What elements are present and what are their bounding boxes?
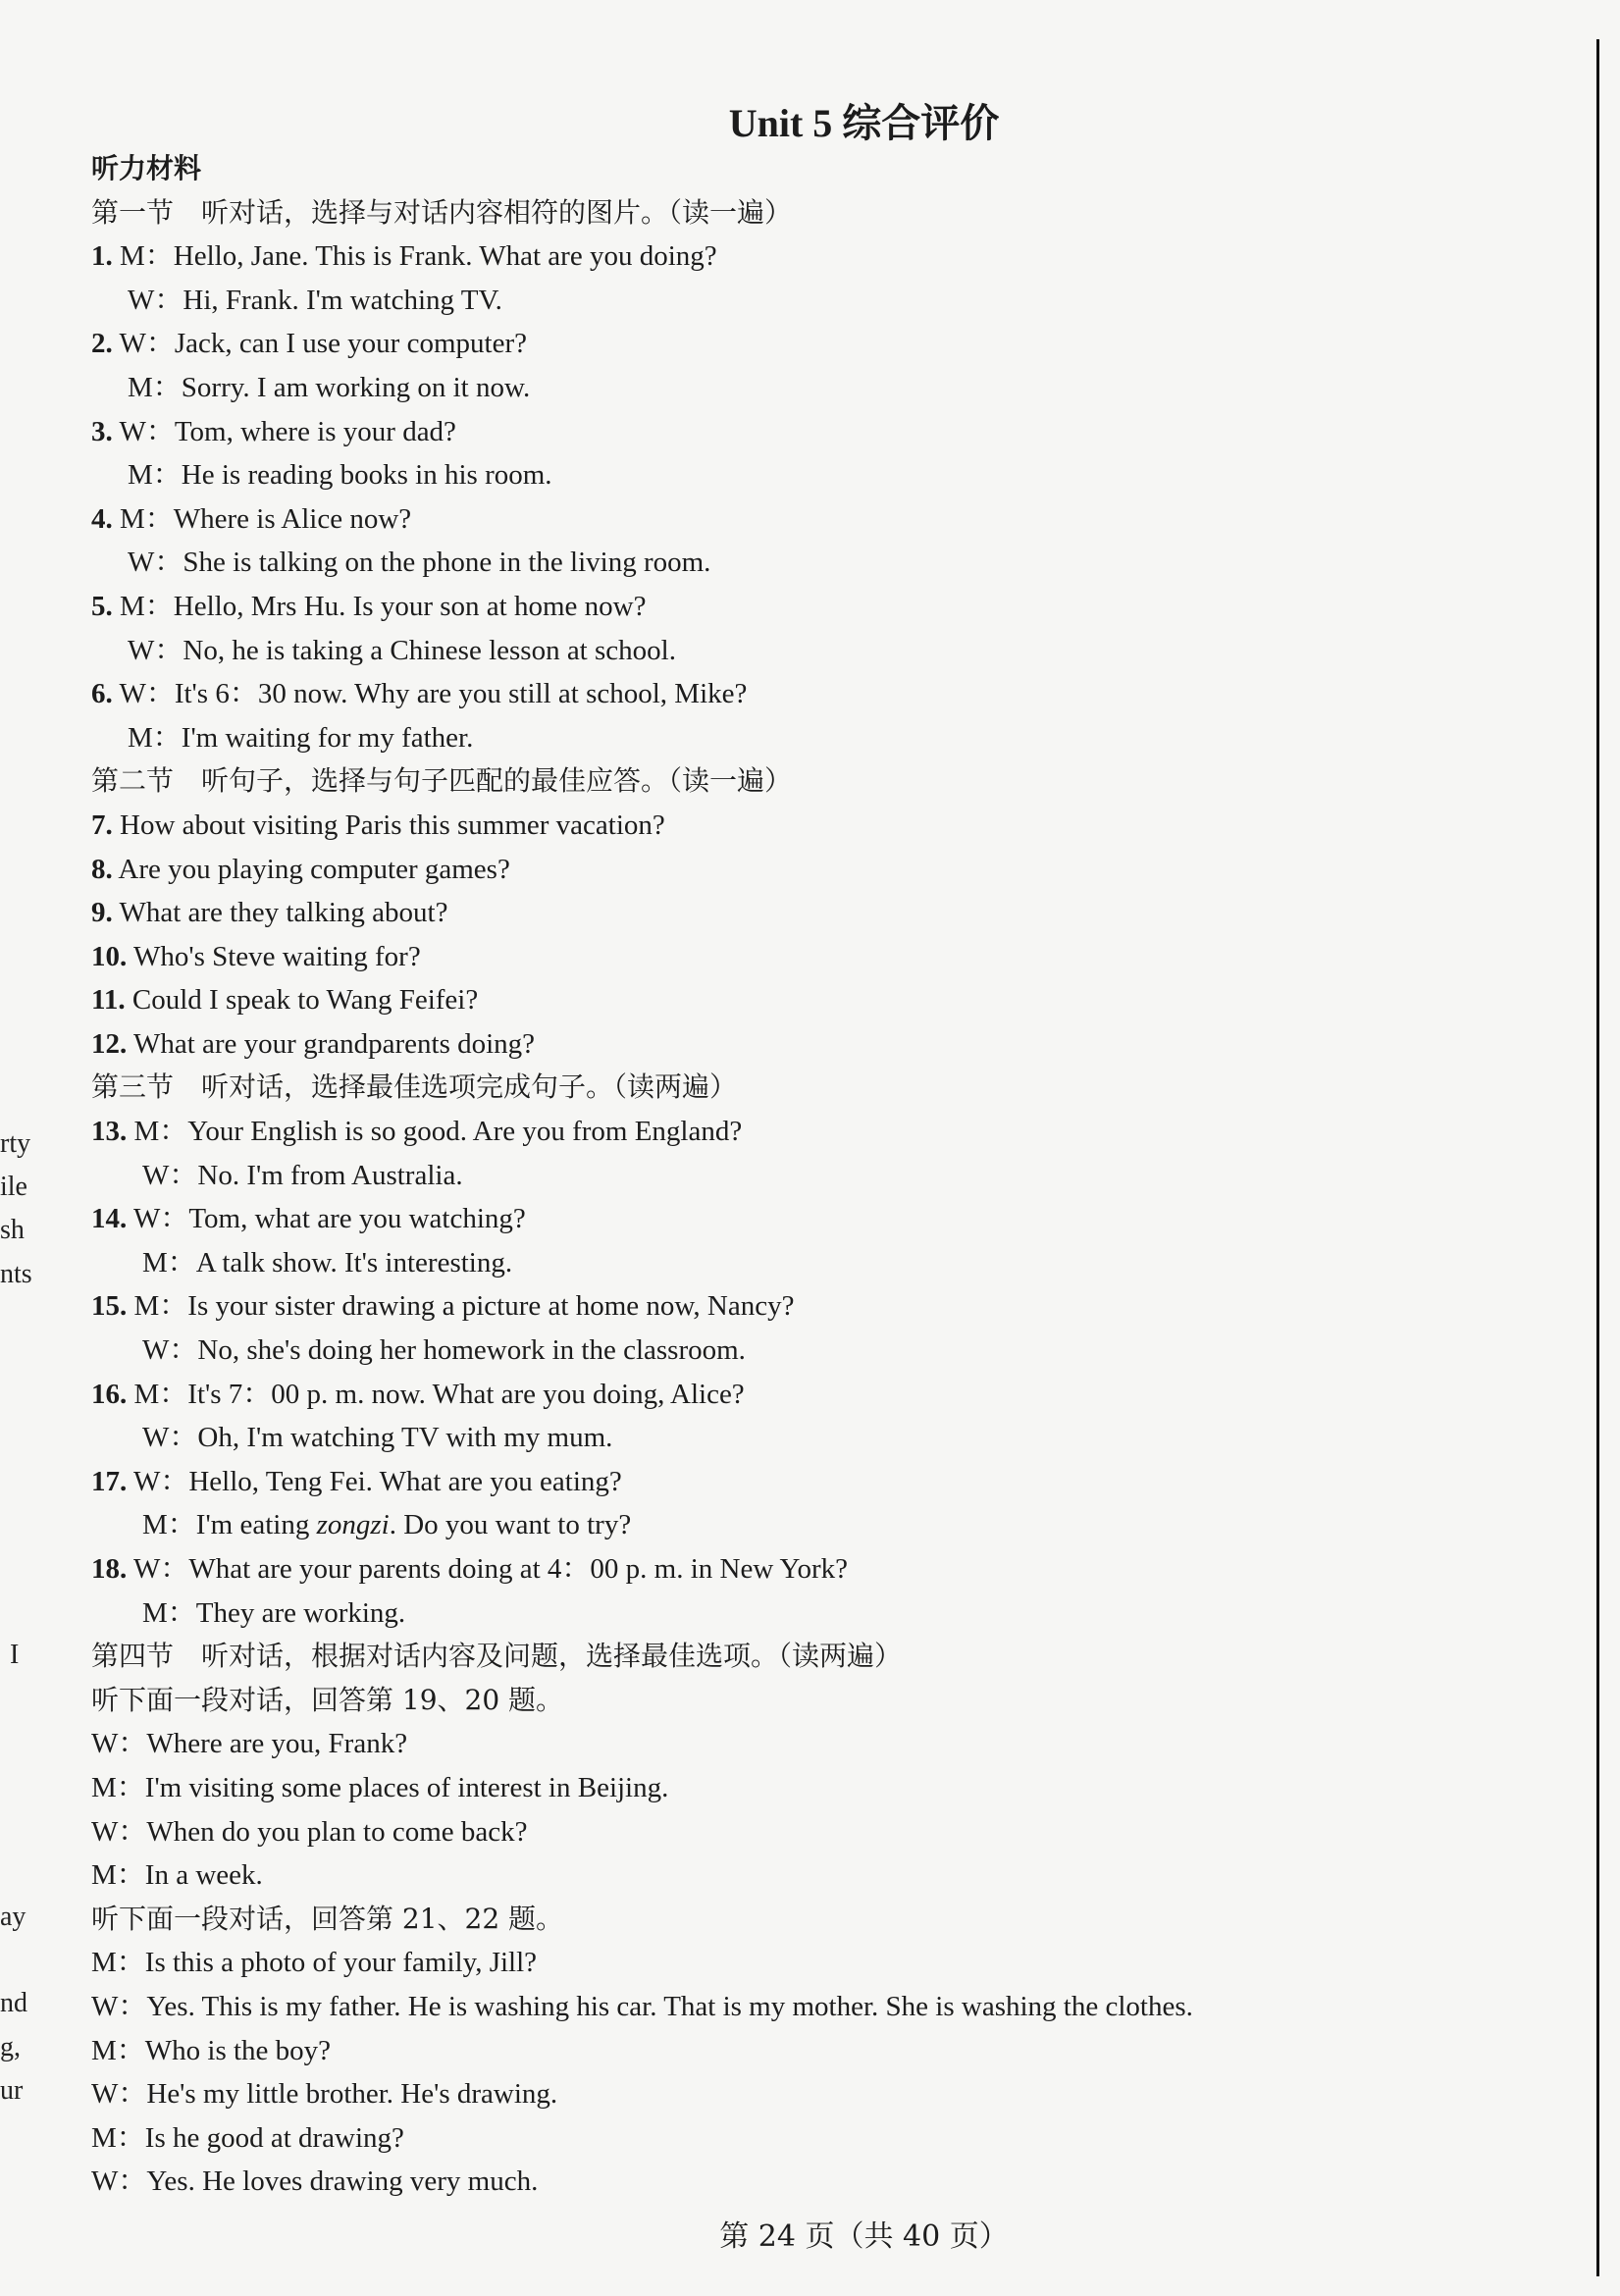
edge-fragment: nd: [0, 1988, 27, 2018]
dialogue-line: 17. W：Hello, Teng Fei. What are you eating?: [91, 1465, 622, 1497]
dialogue-line: W：Where are you, Frank?: [91, 1728, 408, 1760]
dialogue-line: W：Yes. This is my father. He is washing his car. That is my mother. She is washing the clothes.: [91, 1990, 1193, 2022]
dialogue-line: M：Sorry. I am working on it now.: [128, 371, 531, 403]
binding-rule: [1596, 39, 1599, 2276]
item-number: 15.: [91, 1290, 128, 1323]
sentence-item: 8. Are you playing computer games?: [91, 853, 510, 885]
dialogue-line: W：No, she's doing her homework in the classroom.: [142, 1334, 746, 1367]
section-4-instruction: 第四节 听对话，根据对话内容及问题，选择最佳选项。（读两遍）: [91, 1640, 903, 1673]
dialogue-line: W：Hi, Frank. I'm watching TV.: [128, 284, 502, 316]
sentence-item: 12. What are your grandparents doing?: [91, 1027, 536, 1060]
sentence-item: 11. Could I speak to Wang Feifei?: [91, 984, 479, 1017]
dialogue-line: W：Yes. He loves drawing very much.: [91, 2166, 539, 2198]
dialogue-line: W：She is talking on the phone in the living room.: [128, 547, 711, 579]
item-number: 6.: [91, 678, 113, 710]
item-number: 12.: [91, 1027, 128, 1060]
item-number: 8.: [91, 853, 113, 885]
dialogue-line: M：In a week.: [91, 1859, 263, 1892]
item-number: 2.: [91, 328, 113, 360]
dialogue-line: 15. M：Is your sister drawing a picture at home now, Nancy?: [91, 1290, 795, 1323]
edge-fragment: ur: [0, 2075, 24, 2106]
item-number: 11.: [91, 984, 126, 1017]
dialogue-line: M：He is reading books in his room.: [128, 459, 552, 492]
dialogue-line: M：They are working.: [142, 1596, 406, 1629]
sentence-item: 9. What are they talking about?: [91, 897, 448, 929]
edge-fragment: I: [10, 1640, 20, 1670]
dialogue-line: M：I'm waiting for my father.: [128, 721, 474, 754]
item-number: 9.: [91, 897, 113, 929]
dialogue-line: 14. W：Tom, what are you watching?: [91, 1203, 526, 1235]
adjacent-page-edge: [0, 0, 39, 2296]
dialogue-line: 4. M：Where is Alice now?: [91, 502, 412, 535]
conversation-intro: 听下面一段对话，回答第 21、22 题。: [91, 1902, 564, 1935]
listening-transcript: [91, 147, 1563, 2204]
section-heading: 听力材料: [91, 152, 202, 184]
section-2-instruction: 第二节 听句子，选择与句子匹配的最佳应答。（读一遍）: [91, 764, 793, 798]
edge-fragment: g,: [0, 2032, 21, 2062]
dialogue-line: W：No, he is taking a Chinese lesson at school.: [128, 634, 676, 666]
item-number: 13.: [91, 1116, 128, 1148]
item-number: 16.: [91, 1378, 128, 1410]
item-number: 3.: [91, 415, 113, 447]
dialogue-line: M：Is he good at drawing?: [91, 2121, 404, 2154]
edge-fragment: ile: [0, 1172, 27, 1202]
dialogue-line: M：Who is the boy?: [91, 2034, 332, 2066]
page-number: 第 24 页（共 40 页）: [719, 2219, 1009, 2254]
item-number: 4.: [91, 502, 113, 535]
dialogue-line: 13. M：Your English is so good. Are you from England?: [91, 1116, 743, 1148]
edge-fragment: rty: [0, 1128, 31, 1159]
dialogue-line: W：When do you plan to come back?: [91, 1815, 528, 1848]
conversation-intro: 听下面一段对话，回答第 19、20 题。: [91, 1683, 564, 1716]
sentence-item: 10. Who's Steve waiting for?: [91, 940, 421, 972]
dialogue-line: W：No. I'm from Australia.: [142, 1159, 463, 1191]
dialogue-line: 16. M：It's 7：00 p. m. now. What are you doing, Alice?: [91, 1378, 745, 1410]
section-1-instruction: 第一节 听对话，选择与对话内容相符的图片。（读一遍）: [91, 195, 793, 229]
dialogue-line: W：He's my little brother. He's drawing.: [91, 2078, 558, 2111]
edge-fragment: ay: [0, 1902, 26, 1932]
dialogue-line: M：A talk show. It's interesting.: [142, 1246, 513, 1278]
dialogue-line: 18. W：What are your parents doing at 4：00 p. m. in New York?: [91, 1553, 849, 1585]
sentence-item: 7. How about visiting Paris this summer vacation?: [91, 809, 665, 841]
dialogue-line: 3. W：Tom, where is your dad?: [91, 415, 456, 447]
item-number: 7.: [91, 809, 113, 841]
dialogue-line: 6. W：It's 6：30 now. Why are you still at school, Mike?: [91, 678, 748, 710]
dialogue-line: 1. M：Hello, Jane. This is Frank. What are you doing?: [91, 240, 717, 273]
dialogue-line: 2. W：Jack, can I use your computer?: [91, 328, 527, 360]
dialogue-line: W：Oh, I'm watching TV with my mum.: [142, 1422, 613, 1454]
edge-fragment: sh: [0, 1215, 25, 1245]
section-3-instruction: 第三节 听对话，选择最佳选项完成句子。（读两遍）: [91, 1070, 738, 1104]
page-title: Unit 5 综合评价: [728, 101, 1000, 145]
dialogue-line: 5. M：Hello, Mrs Hu. Is your son at home now?: [91, 590, 647, 622]
edge-fragment: nts: [0, 1259, 32, 1289]
item-number: 14.: [91, 1203, 128, 1235]
dialogue-line: M：I'm eating zongzi. Do you want to try?: [142, 1509, 632, 1541]
item-number: 10.: [91, 940, 128, 972]
item-number: 5.: [91, 590, 113, 622]
item-number: 18.: [91, 1553, 128, 1585]
item-number: 17.: [91, 1465, 128, 1497]
dialogue-line: M：I'm visiting some places of interest in Beijing.: [91, 1771, 669, 1803]
item-number: 1.: [91, 240, 113, 273]
dialogue-line: M：Is this a photo of your family, Jill?: [91, 1947, 538, 1979]
